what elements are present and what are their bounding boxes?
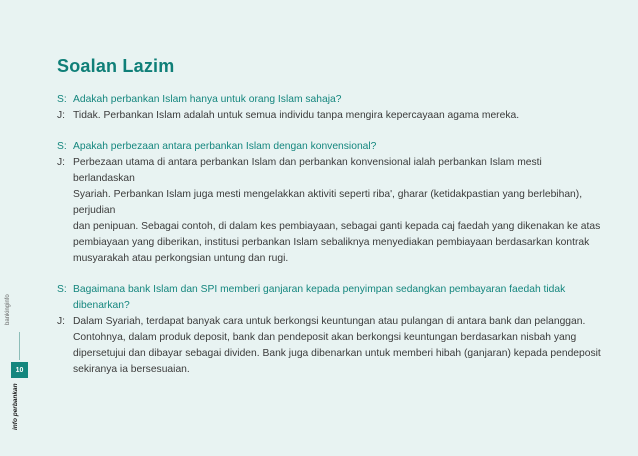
faq-item (57, 92, 602, 124)
question-marker: S: (57, 94, 67, 105)
faq-item (57, 282, 602, 378)
page-title: Soalan Lazim (57, 56, 175, 76)
answer-line: Syariah. Perbankan Islam juga mesti mengelakkan aktiviti seperti riba', gharar (ketidakpastian yang berlebihan), perjudian (73, 189, 583, 216)
answer-text: Tidak. Perbankan Islam adalah untuk semua individu tanpa mengira kepercayaan agama mereka. (73, 110, 520, 121)
question-marker: S: (57, 141, 67, 152)
faq-list (57, 92, 602, 393)
question-text: Adakah perbankan Islam hanya untuk orang Islam sahaja? (73, 94, 342, 105)
question (57, 92, 602, 108)
answer-marker: J: (57, 157, 66, 168)
question-text: Apakah perbezaan antara perbankan Islam dengan konvensional? (73, 141, 377, 152)
sidebar-brand-label: info perbankan (12, 383, 19, 430)
answer-line: Contohnya, dalam produk deposit, bank dan pendeposit akan berkongsi keuntungan berdasarkan nisbah yang (73, 332, 577, 343)
question-marker: S: (57, 284, 67, 295)
question (57, 282, 602, 314)
sidebar-site-label: bankinginfo (5, 294, 11, 325)
sidebar-divider (19, 332, 20, 360)
answer-line: sekiranya ia bersesuaian. (73, 364, 190, 375)
answer-text (73, 314, 602, 378)
answer (57, 314, 602, 378)
answer-line: dan penipuan. Sebagai contoh, di dalam kes pembiayaan, sebagai ganti kepada caj faedah yang dikenakan ke atas (73, 221, 601, 232)
page-number-badge: 10 (11, 362, 28, 378)
question (57, 139, 602, 155)
question-line: Bagaimana bank Islam dan SPI memberi ganjaran kepada penyimpan sedangkan pembayaran faedah tidak (73, 284, 566, 295)
faq-item (57, 139, 602, 267)
question-line: dibenarkan? (73, 300, 130, 311)
answer-marker: J: (57, 316, 66, 327)
answer-line: musyarakah atau perkongsian untung dan rugi. (73, 253, 289, 264)
question-text (73, 282, 602, 314)
answer-line: dipersetujui dan dibayar sebagai dividen. Bank juga dibenarkan untuk memberi hibah (ganjaran) kepada pendeposit (73, 348, 601, 359)
answer (57, 108, 602, 124)
answer-line: pembiayaan yang diberikan, institusi perbankan Islam sebaliknya menyediakan pembiayaan berdasarkan kontrak (73, 237, 590, 248)
answer-line: Dalam Syariah, terdapat banyak cara untuk berkongsi keuntungan atau pulangan di antara bank dan pelanggan. (73, 316, 586, 327)
answer-text (73, 155, 602, 267)
answer (57, 155, 602, 267)
answer-marker: J: (57, 110, 66, 121)
answer-line: Perbezaan utama di antara perbankan Islam dan perbankan konvensional ialah perbankan Islam mesti berlandaskan (73, 157, 542, 184)
